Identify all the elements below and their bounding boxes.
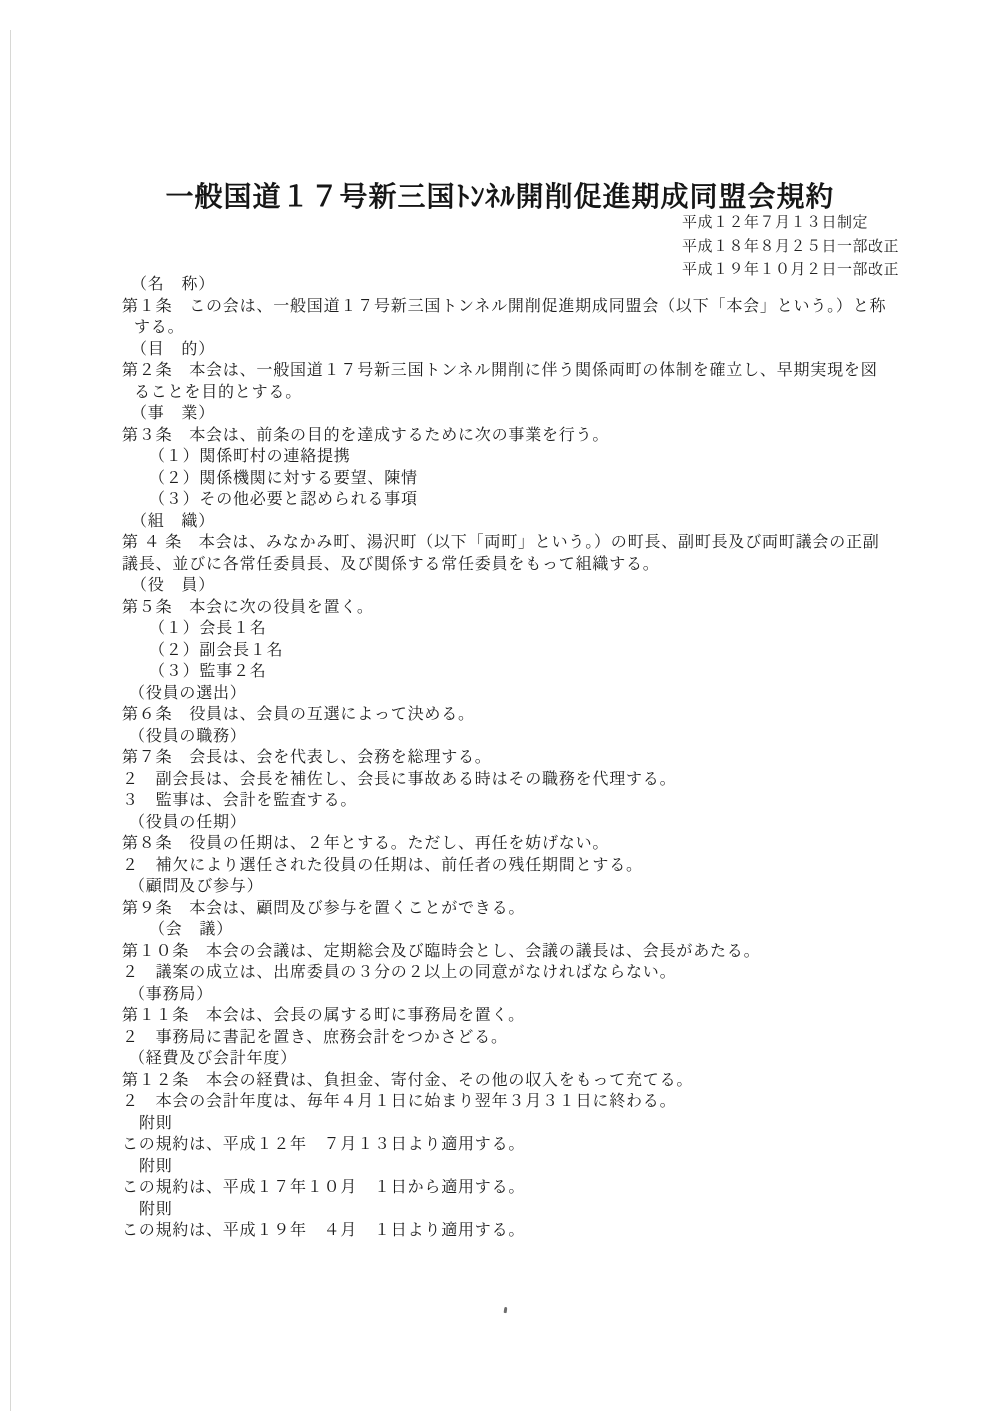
scan-edge <box>10 30 11 1411</box>
document-line: （２）副会長１名 <box>149 641 284 659</box>
revision-date: 平成１９年１０月２日一部改正 <box>682 262 900 278</box>
document-line: （役員の職務） <box>129 727 247 745</box>
document-line: 第８条 役員の任期は、２年とする。ただし、再任を妨げない。 <box>122 835 610 852</box>
document-body <box>122 274 922 1242</box>
document-line: 第２条 本会は、一般国道１７号新三国トンネル開削に伴う関係両町の体制を確立し、早期実現を図 <box>122 362 878 379</box>
revision-date: 平成１２年７月１３日制定 <box>682 215 869 231</box>
document-line: （事 業） <box>131 405 216 422</box>
document-line: この規約は、平成１２年 ７月１３日より適用する。 <box>122 1136 526 1153</box>
document-line: （１）関係町村の連絡提携 <box>149 448 351 465</box>
document-line: （役員の任期） <box>129 813 247 831</box>
document-line: 第１１条 本会は、会長の属する町に事務局を置く。 <box>122 1007 525 1024</box>
document-line: ２ 事務局に書記を置き、庶務会計をつかさどる。 <box>122 1028 508 1046</box>
document-line: 第１２条 本会の経費は、負担金、寄付金、その他の収入をもって充てる。 <box>122 1071 694 1089</box>
document-line: ２ 議案の成立は、出席委員の３分の２以上の同意がなければならない。 <box>122 964 677 981</box>
document-line: 第１０条 本会の会議は、定期総会及び臨時会とし、会議の議長は、会長があたる。 <box>122 942 761 960</box>
document-line: （１）会長１名 <box>149 620 267 637</box>
document-line: （名 称） <box>131 276 216 293</box>
document-line: ２ 補欠により選任された役員の任期は、前任者の残任期間とする。 <box>122 856 643 874</box>
document-line: 附則 <box>139 1114 173 1132</box>
document-line: ２ 副会長は、会長を補佐し、会長に事故ある時はその職務を代理する。 <box>122 770 677 788</box>
document-line: 附則 <box>139 1200 173 1218</box>
scan-artifact <box>504 1307 508 1313</box>
document-line: 第１条 この会は、一般国道１７号新三国トンネル開削促進期成同盟会（以下「本会」という。）と称 <box>122 297 887 315</box>
document-line: ることを目的とする。 <box>134 383 303 401</box>
document-line: 第 ４ 条 本会は、みなかみ町、湯沢町（以下「両町」という。）の町長、副町長及び両町議会の正副 <box>122 534 880 551</box>
document-line: 議長、並びに各常任委員長、及び関係する常任委員をもって組織する。 <box>122 555 660 573</box>
document-line: （会 議） <box>149 921 234 938</box>
document-line: 第３条 本会は、前条の目的を達成するために次の事業を行う。 <box>122 426 610 444</box>
document-line: （３）監事２名 <box>149 663 267 680</box>
document-line: （目 的） <box>131 340 216 358</box>
document-line: する。 <box>134 319 185 336</box>
document-line: ２ 本会の会計年度は、毎年４月１日に始まり翌年３月３１日に終わる。 <box>122 1093 677 1110</box>
document-line: （２）関係機関に対する要望、陳情 <box>149 469 418 487</box>
document-line: （事務局） <box>129 985 214 1003</box>
document-line: （顧問及び参与） <box>129 878 264 895</box>
document-line: この規約は、平成１７年１０月 １日から適用する。 <box>122 1179 526 1196</box>
document-line: 第５条 本会に次の役員を置く。 <box>122 598 374 616</box>
document-line: 第９条 本会は、顧問及び参与を置くことができる。 <box>122 899 526 917</box>
document-line: この規約は、平成１９年 ４月 １日より適用する。 <box>122 1222 526 1239</box>
document-line: （３）その他必要と認められる事項 <box>149 491 418 508</box>
revision-dates <box>682 212 899 283</box>
revision-date: 平成１８年８月２５日一部改正 <box>682 238 900 255</box>
document-line: 第７条 会長は、会を代表し、会務を総理する。 <box>122 749 492 766</box>
document-line: （役員の選出） <box>129 684 247 702</box>
document-line: （役 員） <box>131 577 216 594</box>
document-line: （組 織） <box>131 512 216 530</box>
document-line: （経費及び会計年度） <box>129 1050 298 1067</box>
document-line: 附則 <box>139 1157 173 1175</box>
document-line: ３ 監事は、会計を監査する。 <box>122 792 358 809</box>
document-line: 第６条 役員は、会員の互選によって決める。 <box>122 706 475 723</box>
document-title: 一般国道１７号新三国ﾄﾝﾈﾙ開削促進期成同盟会規約 <box>165 181 835 213</box>
